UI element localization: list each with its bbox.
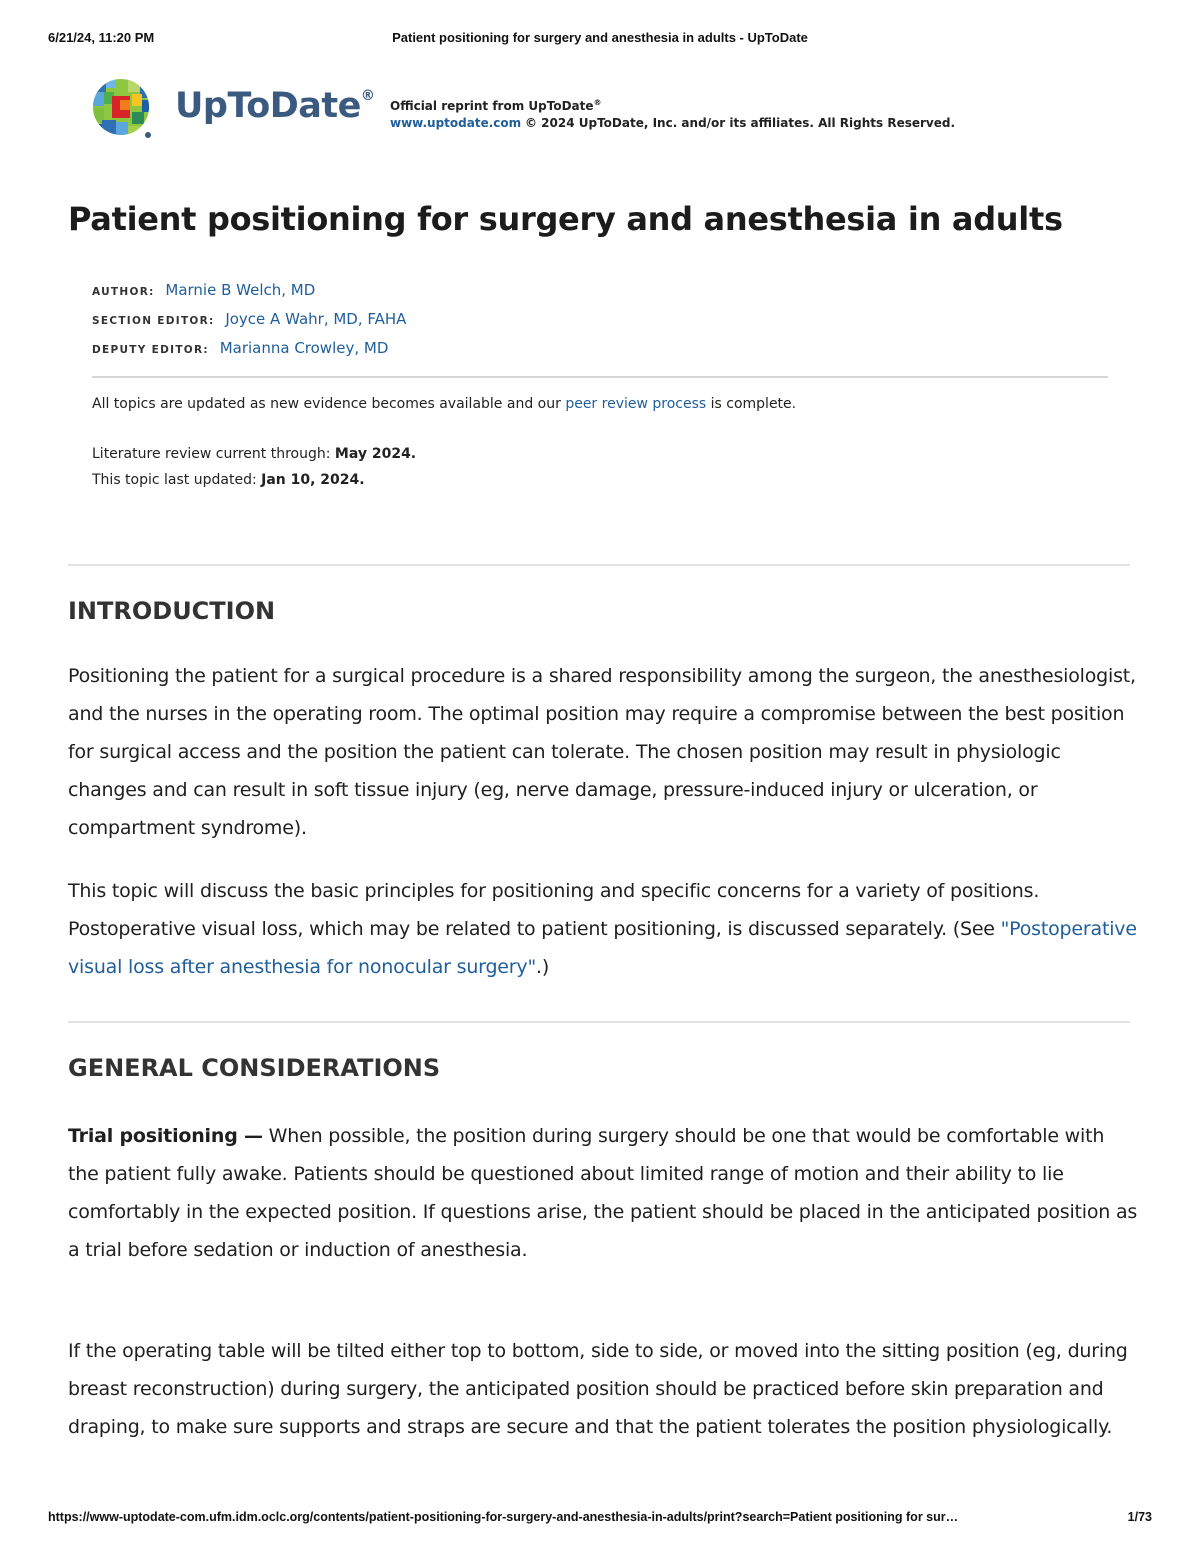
- reprint-label: Official reprint from UpToDate®: [390, 98, 602, 113]
- divider: [68, 564, 1130, 566]
- reprint-notice: [390, 94, 955, 132]
- general-paragraph-2: If the operating table will be tilted either top to bottom, side to side, or moved into the sitting position (eg, during breast reconstruction) during surgery, the anticipated position should be practiced before skin preparation and draping, to make sure supports and straps are secure and that the patient tolerates the position physiologically.: [68, 1340, 1128, 1438]
- uptodate-site-link[interactable]: www.uptodate.com: [390, 116, 522, 130]
- peer-review-link[interactable]: peer review process: [565, 396, 707, 412]
- credit-label: AUTHOR:: [92, 286, 155, 298]
- last-updated-date: This topic last updated: Jan 10, 2024.: [92, 472, 365, 488]
- subheading-trial-positioning: Trial positioning —: [68, 1125, 263, 1147]
- uptodate-globe-icon: [92, 78, 154, 140]
- divider: [92, 376, 1108, 378]
- literature-review-date: Literature review current through: May 2024.: [92, 446, 417, 462]
- intro-paragraph-2: This topic will discuss the basic principles for positioning and specific concerns for a variety of positions. Postoperative visual loss, which may be related to patient positioning, is discussed separately. (See "Postoperative visual loss after anesthesia for nonocular surgery".): [68, 880, 1137, 978]
- intro-paragraph-1: Positioning the patient for a surgical procedure is a shared responsibility among the surgeon, the anesthesiologist, and the nurses in the operating room. The optimal position may require a compromise between the best position for surgical access and the position the patient can tolerate. The chosen position may result in physiologic changes and can result in soft tissue injury (eg, nerve damage, pressure-induced injury or ulceration, or compartment syndrome).: [68, 665, 1136, 839]
- print-datetime: 6/21/24, 11:20 PM: [48, 30, 155, 45]
- credit-section-editor: [92, 306, 406, 335]
- credit-label: SECTION EDITOR:: [92, 315, 215, 327]
- logo-wordmark: UpToDate®: [175, 86, 375, 126]
- print-footer: [48, 1510, 1152, 1530]
- deputy-editor-link[interactable]: Marianna Crowley, MD: [219, 339, 389, 357]
- credit-author: [92, 277, 406, 306]
- author-link[interactable]: Marnie B Welch, MD: [165, 281, 316, 299]
- print-url: https://www-uptodate-com.ufm.idm.oclc.org/contents/patient-positioning-for-surgery-and-anesthesia-in-adults/print?search=Patient positioning for sur…: [48, 1510, 959, 1524]
- print-header: [48, 30, 1152, 50]
- update-notice: All topics are updated as new evidence becomes available and our peer review process is complete.: [92, 396, 797, 412]
- page-number: 1/73: [1127, 1510, 1152, 1524]
- uptodate-logo[interactable]: [92, 78, 375, 144]
- copyright-text: © 2024 UpToDate, Inc. and/or its affiliates. All Rights Reserved.: [524, 116, 956, 130]
- section-editor-link[interactable]: Joyce A Wahr, MD, FAHA: [225, 310, 407, 328]
- article-title: Patient positioning for surgery and anesthesia in adults: [68, 200, 1063, 238]
- general-paragraph-1: Trial positioning — When possible, the position during surgery should be one that would be comfortable with the patient fully awake. Patients should be questioned about limited range of motion and their ability to lie comfortably in the expected position. If questions arise, the patient should be placed in the anticipated position as a trial before sedation or induction of anesthesia.: [68, 1125, 1138, 1261]
- print-page-title: Patient positioning for surgery and anesthesia in adults - UpToDate: [392, 30, 808, 45]
- credit-deputy-editor: [92, 335, 406, 364]
- section-heading-general-considerations: GENERAL CONSIDERATIONS: [68, 1054, 441, 1082]
- credit-label: DEPUTY EDITOR:: [92, 344, 209, 356]
- article-credits: [92, 277, 406, 364]
- divider: [68, 1021, 1130, 1023]
- article-meta: [92, 392, 796, 493]
- visual-loss-topic-link[interactable]: "Postoperative visual loss after anesthesia for nonocular surgery": [68, 918, 1137, 978]
- section-heading-introduction: INTRODUCTION: [68, 597, 276, 625]
